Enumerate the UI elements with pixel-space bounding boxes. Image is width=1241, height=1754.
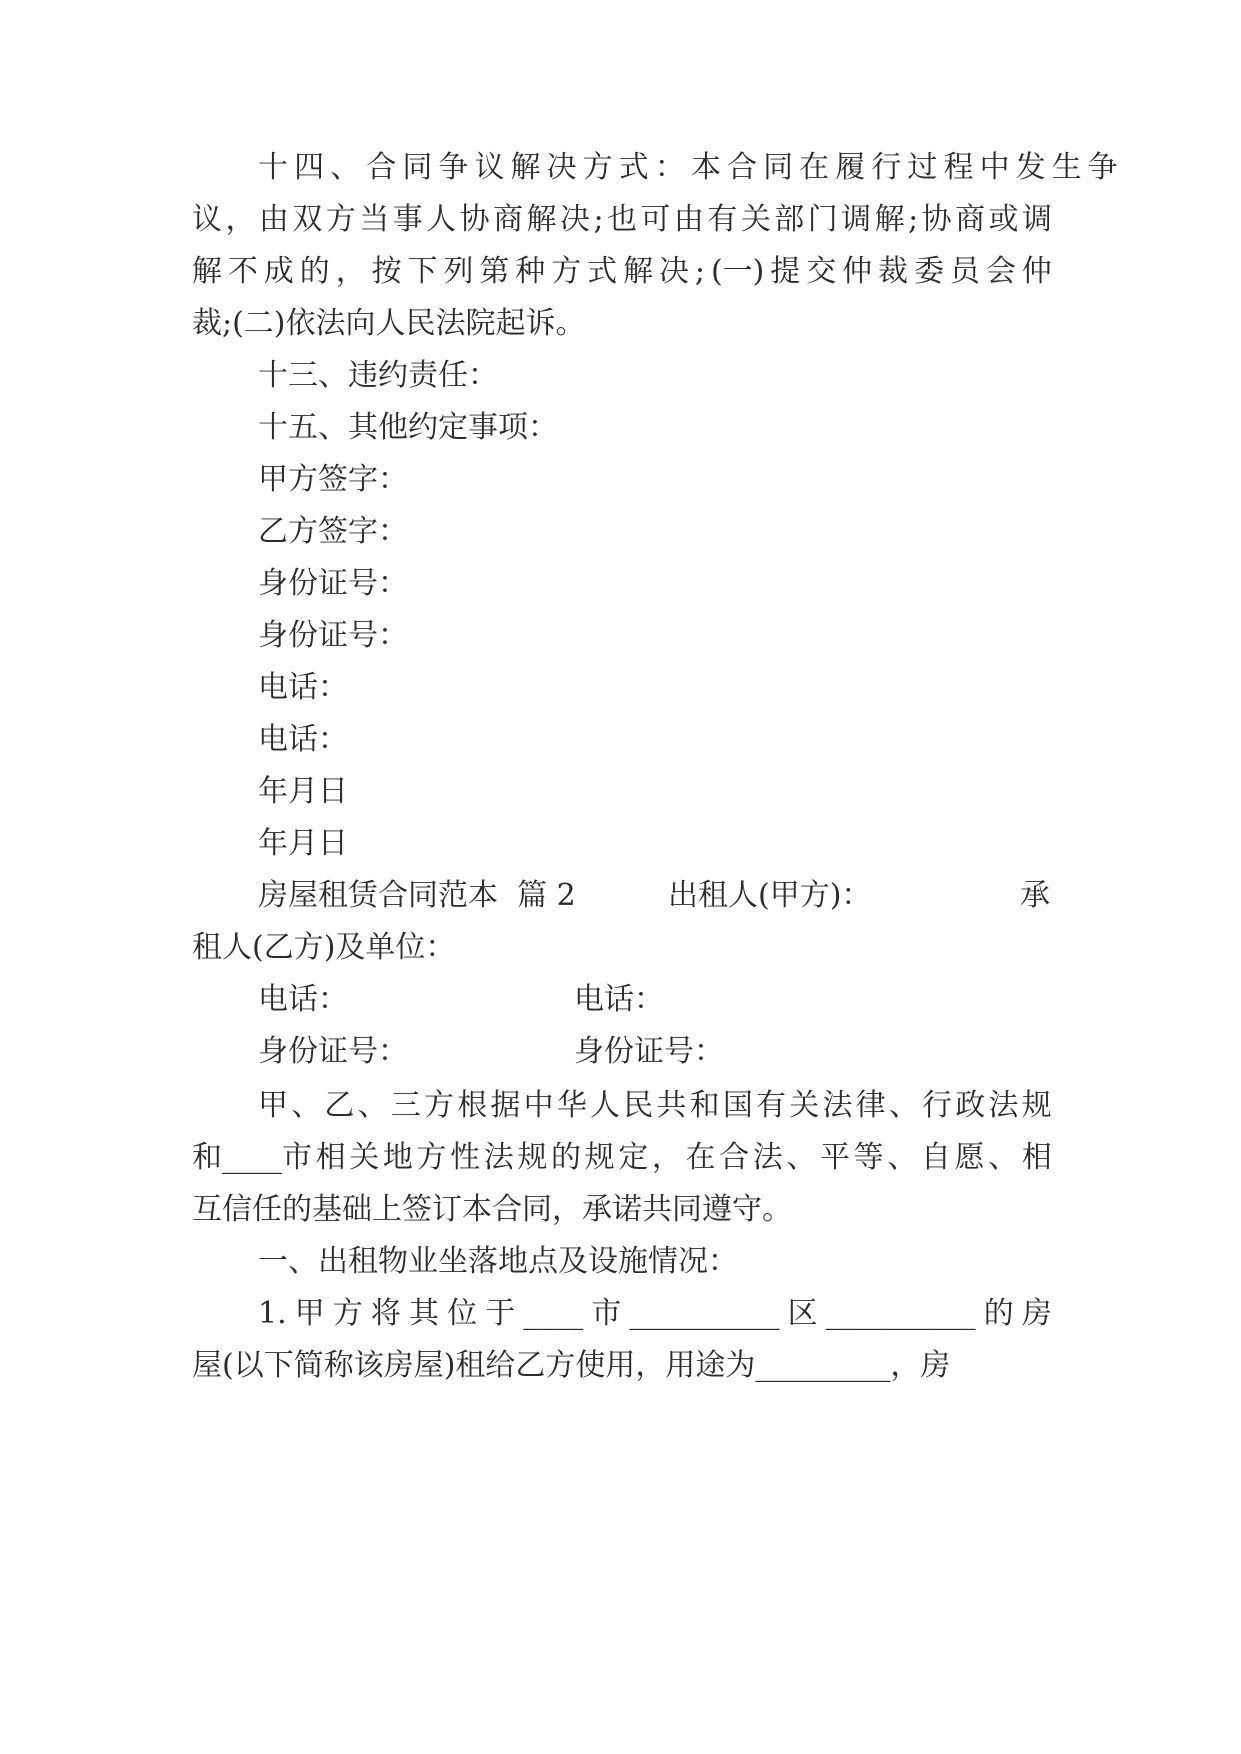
text-token: 据 [490, 1088, 521, 1123]
text-token: 可 [640, 202, 671, 237]
text-token: 律 [855, 1088, 886, 1123]
text-token: 、 [988, 1140, 1019, 1175]
text-token: 其 [409, 1296, 439, 1331]
text-token: 位 [447, 1296, 478, 1331]
text-token: 甲 [294, 1296, 325, 1331]
party-b-id: 身份证号： [258, 618, 408, 653]
text-token: 决 [559, 202, 590, 237]
intro-line-3: 互信任的基础上签订本合同，承诺共同遵守。 [192, 1192, 792, 1227]
party-a-phone: 电话： [258, 670, 348, 705]
contract-2-title: 房屋租赁合同范本 篇 2 [258, 878, 576, 913]
text-token: 发 [1015, 150, 1046, 185]
text-token: 方 [325, 202, 356, 237]
text-token: 十 [258, 150, 288, 185]
text-token: 乙 [324, 1088, 355, 1123]
text-token: 根 [457, 1088, 488, 1123]
text-token: 生 [1051, 150, 1082, 185]
text-token: 相 [1021, 1140, 1052, 1175]
text-token: 争 [438, 150, 469, 185]
text-token: 员 [949, 254, 980, 289]
item-1-line-1 [258, 1294, 1052, 1334]
clause-15: 十五、其他约定事项： [258, 410, 558, 445]
lessee-label-start: 承 [1020, 878, 1050, 913]
text-token: 方 [332, 1296, 363, 1331]
text-token: 房 [1021, 1296, 1052, 1331]
text-token: 裁 [878, 254, 909, 289]
text-token: 自 [920, 1140, 951, 1175]
text-token: ： [654, 150, 685, 185]
text-token: ， [651, 1140, 682, 1175]
party-b-signature: 乙方签字： [258, 514, 408, 549]
text-token: 仲 [842, 254, 873, 289]
clause-13: 十三、违约责任： [258, 358, 498, 393]
text-token: 中 [523, 1088, 554, 1123]
text-token: 关 [349, 1140, 380, 1175]
text-token: 和____市 [192, 1140, 312, 1175]
text-token: 事 [392, 202, 423, 237]
text-token: (一) [710, 254, 765, 289]
text-token: 、 [330, 150, 361, 185]
text-token: 、 [291, 1088, 322, 1123]
intro-line-1 [258, 1086, 1052, 1126]
text-token: 行 [922, 1088, 953, 1123]
text-token: 法 [483, 1140, 514, 1175]
text-token: ; [908, 202, 919, 237]
text-token: 过 [907, 150, 938, 185]
text-token: 列 [443, 254, 474, 289]
text-token: 民 [623, 1088, 654, 1123]
text-token: 成 [263, 254, 294, 289]
text-token: 人 [590, 1088, 621, 1123]
text-token: 1. [258, 1296, 287, 1331]
text-token: 由 [673, 202, 704, 237]
text-token: 国 [722, 1088, 753, 1123]
text-token: 争 [1087, 150, 1118, 185]
text-token: __________ [825, 1296, 976, 1331]
text-token: 关 [789, 1088, 820, 1123]
text-token: 、 [888, 1088, 919, 1123]
text-token: 按 [371, 254, 402, 289]
text-token: 方 [582, 150, 613, 185]
text-token: 议 [192, 202, 222, 237]
text-token: 由 [258, 202, 289, 237]
clause-14-line-4: 裁;(二)依法向人民法院起诉。 [192, 306, 586, 341]
text-token: __________ [629, 1296, 780, 1331]
text-token: ; [694, 254, 706, 289]
text-token: 法 [822, 1088, 853, 1123]
text-token: 和 [689, 1088, 720, 1123]
text-token: 协 [459, 202, 490, 237]
text-token: 商 [493, 202, 524, 237]
text-token: 法 [988, 1088, 1019, 1123]
text-token: 的 [299, 254, 330, 289]
item-1-line-2: 屋(以下简称该房屋)租给乙方使用，用途为_________，房 [192, 1348, 951, 1383]
text-token: 解 [874, 202, 905, 237]
text-token: 委 [913, 254, 944, 289]
intro-line-2 [192, 1138, 1052, 1178]
clause-14-line-2 [192, 200, 1052, 240]
lessee-label-cont: 租人(乙方)及单位： [192, 930, 456, 965]
text-token: 解 [510, 150, 541, 185]
text-token: 第 [479, 254, 510, 289]
party-b-date: 年月日 [258, 826, 348, 861]
text-token: 交 [806, 254, 837, 289]
text-token: 决 [546, 150, 577, 185]
text-token: 性 [450, 1140, 481, 1175]
text-token: 规 [1021, 1088, 1052, 1123]
text-token: 有 [707, 202, 738, 237]
text-token: 规 [517, 1140, 548, 1175]
text-token: 提 [770, 254, 801, 289]
text-token: 、 [357, 1088, 388, 1123]
text-token: 部 [774, 202, 805, 237]
text-token: 双 [292, 202, 323, 237]
text-token: 、 [786, 1140, 817, 1175]
party-a-date: 年月日 [258, 774, 348, 809]
text-token: 门 [807, 202, 838, 237]
id-left: 身份证号： [258, 1034, 408, 1069]
text-token: 的 [551, 1140, 581, 1175]
text-token: 的 [983, 1296, 1014, 1331]
text-token: 方 [551, 254, 582, 289]
text-token: 在 [685, 1140, 716, 1175]
text-token: 、 [887, 1140, 918, 1175]
text-token: 协 [921, 202, 952, 237]
text-token: 议 [474, 150, 505, 185]
phone-left: 电话： [258, 982, 348, 1017]
text-token: 解 [526, 202, 557, 237]
text-token: 程 [943, 150, 974, 185]
text-token: 解 [623, 254, 654, 289]
text-token: 区 [787, 1296, 818, 1331]
text-token: 调 [841, 202, 872, 237]
text-token: 商 [955, 202, 986, 237]
clause-14-line-3 [192, 252, 1052, 292]
text-token: 合 [366, 150, 397, 185]
party-a-id: 身份证号： [258, 566, 408, 601]
text-token: 地 [382, 1140, 413, 1175]
text-token: 也 [607, 202, 637, 237]
text-token: 当 [359, 202, 390, 237]
text-token: 方 [416, 1140, 447, 1175]
section-1-heading: 一、出租物业坐落地点及设施情况： [258, 1244, 738, 1279]
text-token: 调 [1022, 202, 1052, 237]
text-token: 定 [618, 1140, 649, 1175]
text-token: 政 [955, 1088, 986, 1123]
text-token: 愿 [954, 1140, 985, 1175]
text-token: 关 [740, 202, 771, 237]
text-token: 平 [820, 1140, 850, 1175]
text-token: ____ [523, 1296, 584, 1331]
text-token: 式 [618, 150, 649, 185]
text-token: 同 [402, 150, 433, 185]
text-token: 或 [988, 202, 1019, 237]
party-b-phone: 电话： [258, 722, 348, 757]
text-token: 共 [656, 1088, 687, 1123]
text-token: 中 [979, 150, 1010, 185]
text-token: 相 [315, 1140, 346, 1175]
id-right: 身份证号： [574, 1034, 724, 1069]
text-token: 种 [515, 254, 546, 289]
text-token: 华 [556, 1088, 587, 1123]
text-token: 方 [424, 1088, 455, 1123]
text-token: 人 [426, 202, 457, 237]
text-token: 规 [584, 1140, 615, 1175]
text-token: 等 [853, 1140, 884, 1175]
text-token: 市 [591, 1296, 622, 1331]
text-token: 行 [871, 150, 902, 185]
text-token: 同 [763, 150, 794, 185]
clause-14-line-1 [258, 148, 1118, 188]
text-token: 仲 [1021, 254, 1052, 289]
text-token: 合 [719, 1140, 750, 1175]
text-token: 四 [294, 150, 325, 185]
party-a-signature: 甲方签字： [258, 462, 408, 497]
text-token: 下 [407, 254, 438, 289]
text-token: 有 [756, 1088, 787, 1123]
text-token: ， [225, 202, 256, 237]
phone-right: 电话： [574, 982, 664, 1017]
text-token: 履 [835, 150, 866, 185]
text-token: 会 [985, 254, 1016, 289]
text-token: 甲 [258, 1088, 288, 1123]
text-token: 在 [799, 150, 830, 185]
text-token: 合 [727, 150, 758, 185]
text-token: 将 [370, 1296, 401, 1331]
text-token: 决 [658, 254, 689, 289]
lessor-label: 出租人(甲方)： [668, 878, 872, 913]
text-token: ， [335, 254, 366, 289]
text-token: 解 [192, 254, 222, 289]
text-token: 于 [485, 1296, 516, 1331]
text-token: 三 [390, 1088, 421, 1123]
text-token: ; [593, 202, 604, 237]
text-token: 不 [227, 254, 258, 289]
text-token: 法 [752, 1140, 783, 1175]
text-token: 式 [587, 254, 618, 289]
text-token: 本 [690, 150, 721, 185]
